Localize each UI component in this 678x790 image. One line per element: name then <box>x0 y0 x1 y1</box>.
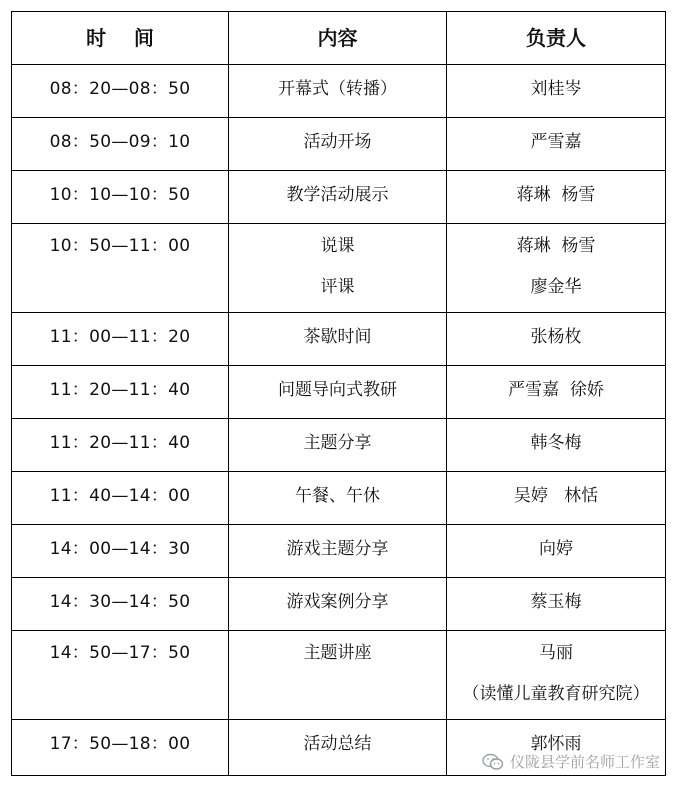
owner-text: 韩冬梅 <box>530 433 582 453</box>
content-cell <box>229 720 447 776</box>
table-row <box>12 65 666 118</box>
watermark <box>482 751 660 772</box>
owner-cell <box>447 118 666 171</box>
time-text: 10：10—10：50 <box>49 185 191 205</box>
time-cell <box>12 419 229 472</box>
owner-text: 严雪嘉 徐娇 <box>508 380 604 400</box>
owner-text: 马丽 <box>539 643 573 663</box>
time-cell <box>12 720 229 776</box>
time-text: 10：50—11：00 <box>49 236 191 256</box>
content-cell <box>229 419 447 472</box>
content-cell <box>229 313 447 366</box>
content-cell <box>229 224 447 313</box>
header-content: 内容 <box>229 12 447 65</box>
table-row <box>12 366 666 419</box>
time-text: 11：40—14：00 <box>49 486 191 506</box>
owner-text: 廖金华 <box>530 277 582 297</box>
owner-text: 蒋琳 杨雪 <box>516 236 596 256</box>
time-cell <box>12 525 229 578</box>
content-cell <box>229 171 447 224</box>
time-cell <box>12 65 229 118</box>
time-cell <box>12 224 229 313</box>
owner-cell <box>447 171 666 224</box>
table-row <box>12 224 666 313</box>
header-time: 时 间 <box>12 12 229 65</box>
wechat-icon <box>482 753 504 771</box>
time-text: 11：00—11：20 <box>49 327 191 347</box>
time-text: 08：50—09：10 <box>49 132 191 152</box>
time-text: 08：20—08：50 <box>49 79 191 99</box>
time-cell <box>12 578 229 631</box>
time-text: 11：20—11：40 <box>49 433 191 453</box>
owner-text: （读懂儿童教育研究院） <box>462 684 650 704</box>
time-text: 11：20—11：40 <box>49 380 191 400</box>
owner-cell <box>447 366 666 419</box>
time-cell <box>12 313 229 366</box>
owner-text: 吴婷 林恬 <box>513 486 599 506</box>
content-cell <box>229 366 447 419</box>
table-row <box>12 313 666 366</box>
content-text: 午餐、午休 <box>295 486 380 506</box>
table-row <box>12 578 666 631</box>
owner-cell <box>447 65 666 118</box>
content-text: 活动总结 <box>303 734 372 754</box>
content-text: 游戏案例分享 <box>286 592 389 612</box>
content-text: 茶歇时间 <box>303 327 372 347</box>
content-text: 教学活动展示 <box>286 185 389 205</box>
header-owner: 负责人 <box>447 12 666 65</box>
content-text: 开幕式（转播） <box>278 79 397 99</box>
content-text: 问题导向式教研 <box>278 380 397 400</box>
time-text: 14：00—14：30 <box>49 539 191 559</box>
table-row <box>12 118 666 171</box>
content-cell <box>229 118 447 171</box>
owner-text: 严雪嘉 <box>530 132 582 152</box>
owner-cell <box>447 631 666 720</box>
content-text: 游戏主题分享 <box>286 539 389 559</box>
time-cell <box>12 366 229 419</box>
owner-text: 张杨枚 <box>530 327 582 347</box>
time-cell <box>12 118 229 171</box>
content-cell <box>229 472 447 525</box>
time-text: 14：30—14：50 <box>49 592 191 612</box>
header-row <box>12 12 666 65</box>
content-text: 主题分享 <box>303 433 372 453</box>
table-row <box>12 419 666 472</box>
owner-cell <box>447 224 666 313</box>
content-text: 主题讲座 <box>303 643 372 663</box>
owner-cell <box>447 578 666 631</box>
content-cell <box>229 65 447 118</box>
content-text: 说课 <box>320 236 355 256</box>
owner-text: 蔡玉梅 <box>530 592 582 612</box>
owner-text: 刘桂岑 <box>530 79 582 99</box>
owner-text: 郭怀雨 <box>530 734 582 754</box>
owner-cell <box>447 525 666 578</box>
owner-text: 向婷 <box>539 539 573 559</box>
content-cell <box>229 631 447 720</box>
table-row <box>12 525 666 578</box>
table-row <box>12 171 666 224</box>
content-cell <box>229 525 447 578</box>
schedule-table <box>11 11 666 776</box>
time-cell <box>12 171 229 224</box>
content-text: 活动开场 <box>303 132 372 152</box>
watermark-text: 仪陇县学前名师工作室 <box>509 753 660 771</box>
owner-cell <box>447 313 666 366</box>
owner-cell <box>447 472 666 525</box>
content-text: 评课 <box>320 277 355 297</box>
table-row <box>12 631 666 720</box>
time-text: 17：50—18：00 <box>49 734 191 754</box>
table-row <box>12 472 666 525</box>
owner-text: 蒋琳 杨雪 <box>516 185 596 205</box>
time-text: 14：50—17：50 <box>49 643 191 663</box>
owner-cell <box>447 419 666 472</box>
content-cell <box>229 578 447 631</box>
time-cell <box>12 631 229 720</box>
time-cell <box>12 472 229 525</box>
